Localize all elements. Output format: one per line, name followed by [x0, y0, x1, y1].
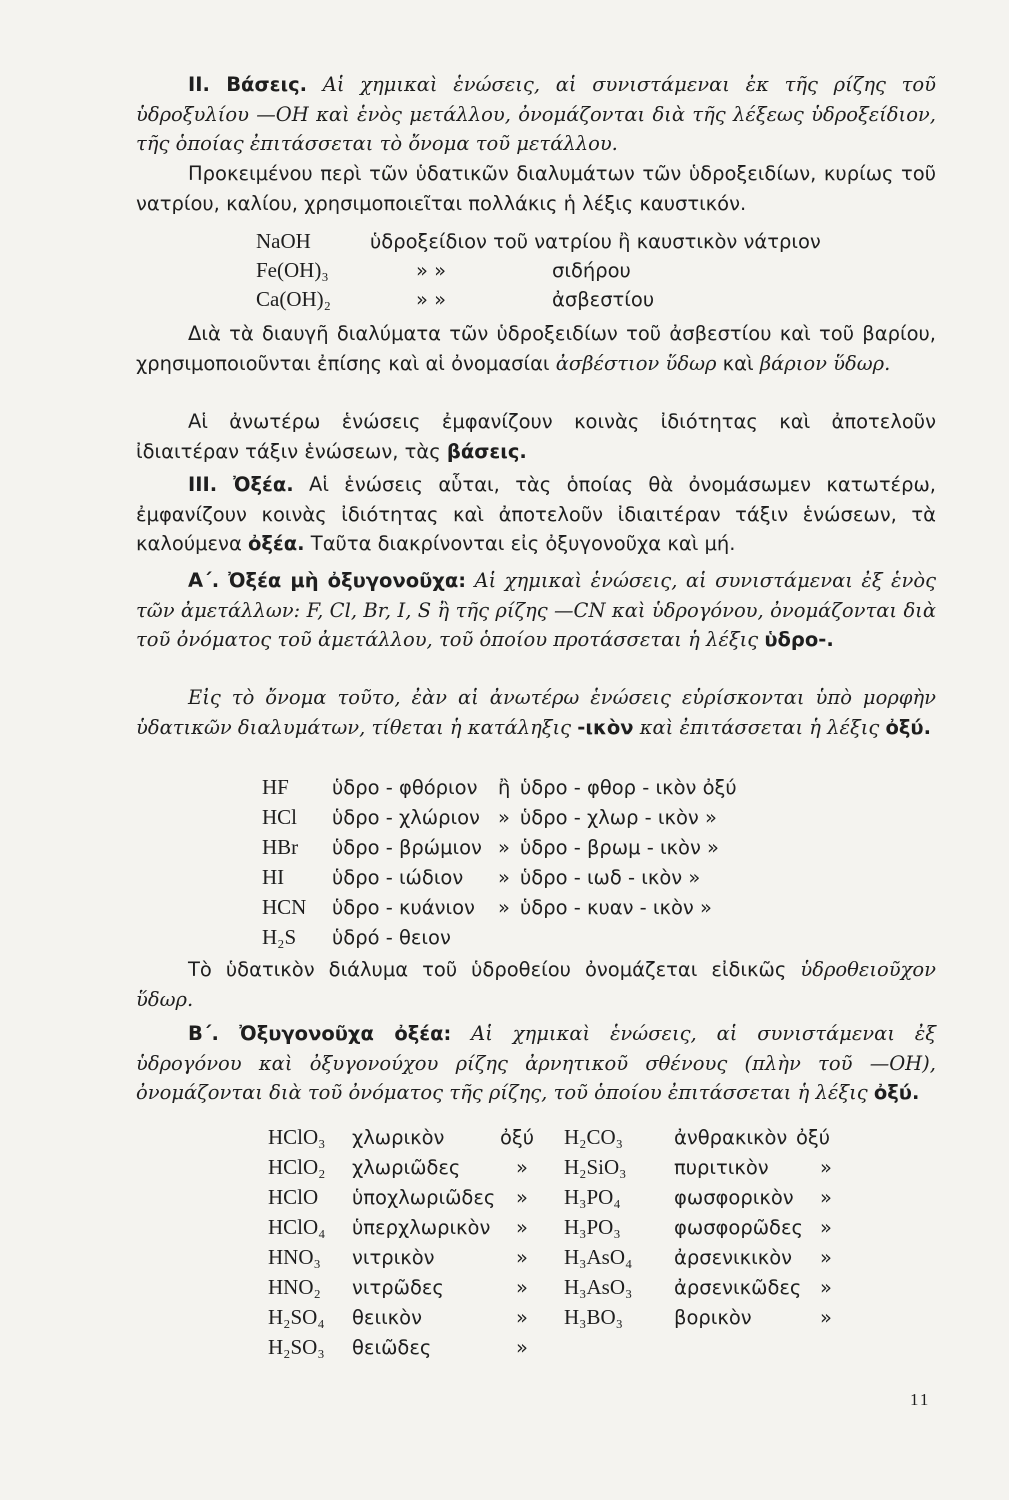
- formula: Fe(OH)₃: [256, 258, 329, 282]
- acid-name: χλωρικὸν: [352, 1126, 445, 1149]
- acid-name: χλωριῶδες: [352, 1156, 461, 1179]
- formula: HCN: [262, 895, 307, 919]
- compound-name: ἀσβεστίου: [552, 288, 655, 311]
- text-run-italic: ἀσβέστιον ὕδωρ: [555, 351, 717, 375]
- acid-name: ἀρσενικικὸν: [674, 1246, 793, 1269]
- formula: HClO₂: [268, 1155, 326, 1179]
- formula: H₃AsO₃: [564, 1275, 633, 1299]
- acid-name: πυριτικὸν: [674, 1156, 769, 1179]
- text-run: Τὸ ὑδατικὸν διάλυμα τοῦ ὑδροθείου ὀνομάζεται εἰδικῶς: [188, 958, 787, 981]
- section-acids-label: III. Ὀξέα.: [188, 473, 294, 496]
- acid-suffix: ὀξύ: [796, 1126, 831, 1149]
- gas-name: ὑδρο - φθόριον: [332, 776, 478, 799]
- acids-intro: [136, 470, 936, 559]
- text-run-italic: βάριον ὕδωρ.: [759, 351, 891, 375]
- bases-definition: [136, 70, 936, 159]
- formula: HI: [262, 865, 285, 889]
- formula: HNO₂: [268, 1275, 321, 1299]
- text-run-italic: Εἰς τὸ ὄνομα τοῦτο, ἐὰν αἱ ἀνωτέρω ἑνώσεις εὑρίσκονται ὑπὸ μορφὴν ὑδατικῶν διαλυμάτων, τίθεται ἡ κατάληξις: [136, 686, 936, 739]
- acid-suffix: »: [516, 1216, 528, 1239]
- acid-name: ὑδρο - βρωμ - ικὸν »: [520, 836, 719, 859]
- gas-name: ὑδρο - χλώριον: [332, 806, 480, 829]
- text-run-italic: καὶ ἐπιτάσσεται ἡ λέξις: [639, 715, 880, 739]
- bases-note-text: Προκειμένου περὶ τῶν ὑδατικῶν διαλυμάτων τῶν ὑδροξειδίων, κυρίως τοῦ νατρίου, καλίου, χρησιμοποιεῖται πολλάκις ἡ λέξις καυστικόν.: [136, 162, 936, 215]
- acid-name: φωσφορῶδες: [674, 1216, 803, 1239]
- non-oxygen-acids-rule: [136, 683, 936, 742]
- term-bold: βάσεις.: [446, 439, 527, 463]
- acid-name: φωσφορικὸν: [674, 1186, 794, 1209]
- formula: HBr: [262, 835, 299, 859]
- acid-suffix: »: [820, 1246, 832, 1269]
- text-run: Αἱ ἀνωτέρω ἑνώσεις ἐμφανίζουν κοινὰς ἰδιότητας καὶ ἀποτελοῦν ἰδιαιτέραν τάξιν ἑνώσεων, τὰς: [136, 410, 936, 463]
- acid-name: ὑδρο - χλωρ - ικὸν »: [520, 806, 717, 829]
- acid-name: ὑπερχλωρικὸν: [352, 1216, 491, 1239]
- formula: H₃AsO₄: [564, 1245, 633, 1269]
- separator: »: [498, 896, 510, 919]
- acid-suffix: »: [820, 1306, 832, 1329]
- formula: HClO₃: [268, 1125, 326, 1149]
- acid-suffix: »: [820, 1216, 832, 1239]
- term-bold: ὑδρο-.: [764, 628, 834, 651]
- text-run: Αἱ ἑνώσεις αὗται, τὰς ὁποίας θὰ ὀνομάσωμεν κατωτέρω, ἐμφανίζουν κοινὰς ἰδιότητας καὶ ἀποτελοῦν ἰδιαιτέραν τάξιν ἑνώσεων, τὰ καλούμενα: [136, 473, 937, 555]
- separator: »: [498, 836, 510, 859]
- formula: H₃BO₃: [564, 1305, 623, 1329]
- compound-name: σιδήρου: [552, 259, 631, 282]
- formula: H₂SiO₃: [564, 1155, 627, 1179]
- text-run-italic: Αἱ χημικαὶ ἑνώσεις, αἱ συνιστάμεναι ἐξ ὑδρογόνου καὶ ὀξυγονούχου ρίζης ἀρνητικοῦ σθένους (πλὴν τοῦ —ΟΗ), ὀνομάζονται διὰ τοῦ ὀνόματος τῆς ρίζης, τοῦ ὁποίου ἐπιτάσσεται ἡ λέξις: [136, 1022, 937, 1104]
- acid-suffix: »: [820, 1186, 832, 1209]
- acid-suffix: »: [820, 1276, 832, 1299]
- text-run-italic: Αἱ χημικαὶ ἑνώσεις, αἱ συνιστάμεναι ἐξ ἑνὸς τῶν ἀμετάλλων: F, Cl, Br, I, S ἢ τῆς ρίζης —CN καὶ ὑδρογόνου, ὀνομάζονται διὰ τοῦ ὀνόματος τοῦ ἀμετάλλου, τοῦ ὁποίου προτάσσεται ἡ λέξις: [136, 569, 937, 651]
- formula: H₂SO₄: [268, 1305, 325, 1329]
- separator: »: [498, 866, 510, 889]
- bases-definition-text: Αἱ χημικαὶ ἑνώσεις, αἱ συνιστάμεναι ἐκ τῆς ρίζης τοῦ ὑδροξυλίου —ΟΗ καὶ ἑνὸς μετάλλου, ὀνομάζονται διὰ τῆς λέξεως ὑδροξείδιον, τῆς ὁποίας ἐπιτάσσεται τὸ ὄνομα τοῦ μετάλλου.: [136, 73, 936, 155]
- gas-name: ὑδρο - βρώμιον: [332, 836, 482, 859]
- formula: HClO₄: [268, 1215, 326, 1239]
- acid-name: ὑδρο - κυαν - ικὸν »: [520, 896, 712, 919]
- gas-name: ὑδρο - ιώδιον: [332, 866, 464, 889]
- ditto-marks: » »: [416, 288, 447, 311]
- formula: HF: [262, 775, 289, 799]
- page-number: 11: [910, 1390, 931, 1409]
- gas-name: ὑδρό - θειον: [332, 926, 451, 949]
- acid-name: νιτρῶδες: [352, 1276, 444, 1299]
- acid-name: βορικὸν: [674, 1306, 752, 1329]
- acid-suffix: »: [820, 1156, 832, 1179]
- acid-suffix: »: [516, 1156, 528, 1179]
- bases-summary: [136, 407, 936, 466]
- formula: HCl: [262, 805, 298, 829]
- acid-name: θειῶδες: [352, 1336, 432, 1359]
- subsection-a-label: Α΄. Ὀξέα μὴ ὀξυγονοῦχα:: [188, 569, 467, 592]
- subsection-b-label: Β΄. Ὀξυγονοῦχα ὀξέα:: [188, 1022, 452, 1045]
- term-bold: -ικὸν: [577, 715, 634, 739]
- acid-suffix: »: [516, 1336, 528, 1359]
- acid-suffix: »: [516, 1306, 528, 1329]
- term-bold: ὀξύ.: [885, 715, 932, 739]
- acid-name: ὑδρο - φθορ - ικὸν ὀξύ: [520, 776, 737, 799]
- gas-name: ὑδρο - κυάνιον: [332, 896, 475, 919]
- separator: ἢ: [498, 776, 511, 799]
- formula: NaOH: [256, 229, 311, 253]
- term-bold: ὀξύ.: [873, 1081, 920, 1104]
- acid-name: ἀρσενικῶδες: [674, 1276, 802, 1299]
- term-bold: ὀξέα.: [248, 532, 305, 555]
- acid-name: ὑδρο - ιωδ - ικὸν »: [520, 866, 701, 889]
- compound-name: ὑδροξείδιον τοῦ νατρίου ἢ καυστικὸν νάτριον: [370, 230, 821, 253]
- ditto-marks: » »: [416, 259, 447, 282]
- section-bases-label: II. Βάσεις.: [188, 73, 308, 96]
- formula: H₂S: [262, 925, 297, 949]
- text-run: Ταῦτα διακρίνονται εἰς ὀξυγονοῦχα καὶ μή.: [310, 532, 736, 555]
- text-run-italic: ὑδροθειοῦχον ὕδωρ.: [136, 958, 937, 1011]
- acid-name: ὑποχλωριῶδες: [352, 1186, 496, 1209]
- acid-name: ἀνθρακικὸν: [674, 1126, 788, 1149]
- separator: »: [498, 806, 510, 829]
- formula: H₂CO₃: [564, 1125, 623, 1149]
- text-run: καὶ: [722, 351, 754, 375]
- acid-suffix: »: [516, 1276, 528, 1299]
- formula: HClO: [268, 1185, 319, 1209]
- hydrogen-sulfide-note: [136, 955, 936, 1014]
- acid-suffix: »: [516, 1246, 528, 1269]
- acid-suffix: ὀξύ: [500, 1126, 535, 1149]
- oxygen-acids-definition: [136, 1019, 936, 1108]
- acid-name: νιτρικὸν: [352, 1246, 435, 1269]
- acid-name: θειικὸν: [352, 1306, 422, 1329]
- formula: H₃PO₃: [564, 1215, 621, 1239]
- formula: H₂SO₃: [268, 1335, 325, 1359]
- bases-clear-solutions: [136, 319, 936, 378]
- formula: HNO₃: [268, 1245, 321, 1269]
- formula: H₃PO₄: [564, 1185, 621, 1209]
- non-oxygen-acids-definition: [136, 566, 936, 655]
- bases-note: [136, 159, 936, 218]
- acid-suffix: »: [516, 1186, 528, 1209]
- text-run: Διὰ τὰ διαυγῆ διαλύματα τῶν ὑδροξειδίων τοῦ ἀσβεστίου καὶ τοῦ βαρίου, χρησιμοποιοῦνται ἐπίσης καὶ αἱ ὀνομασίαι: [136, 322, 936, 375]
- formula: Ca(OH)₂: [256, 287, 331, 311]
